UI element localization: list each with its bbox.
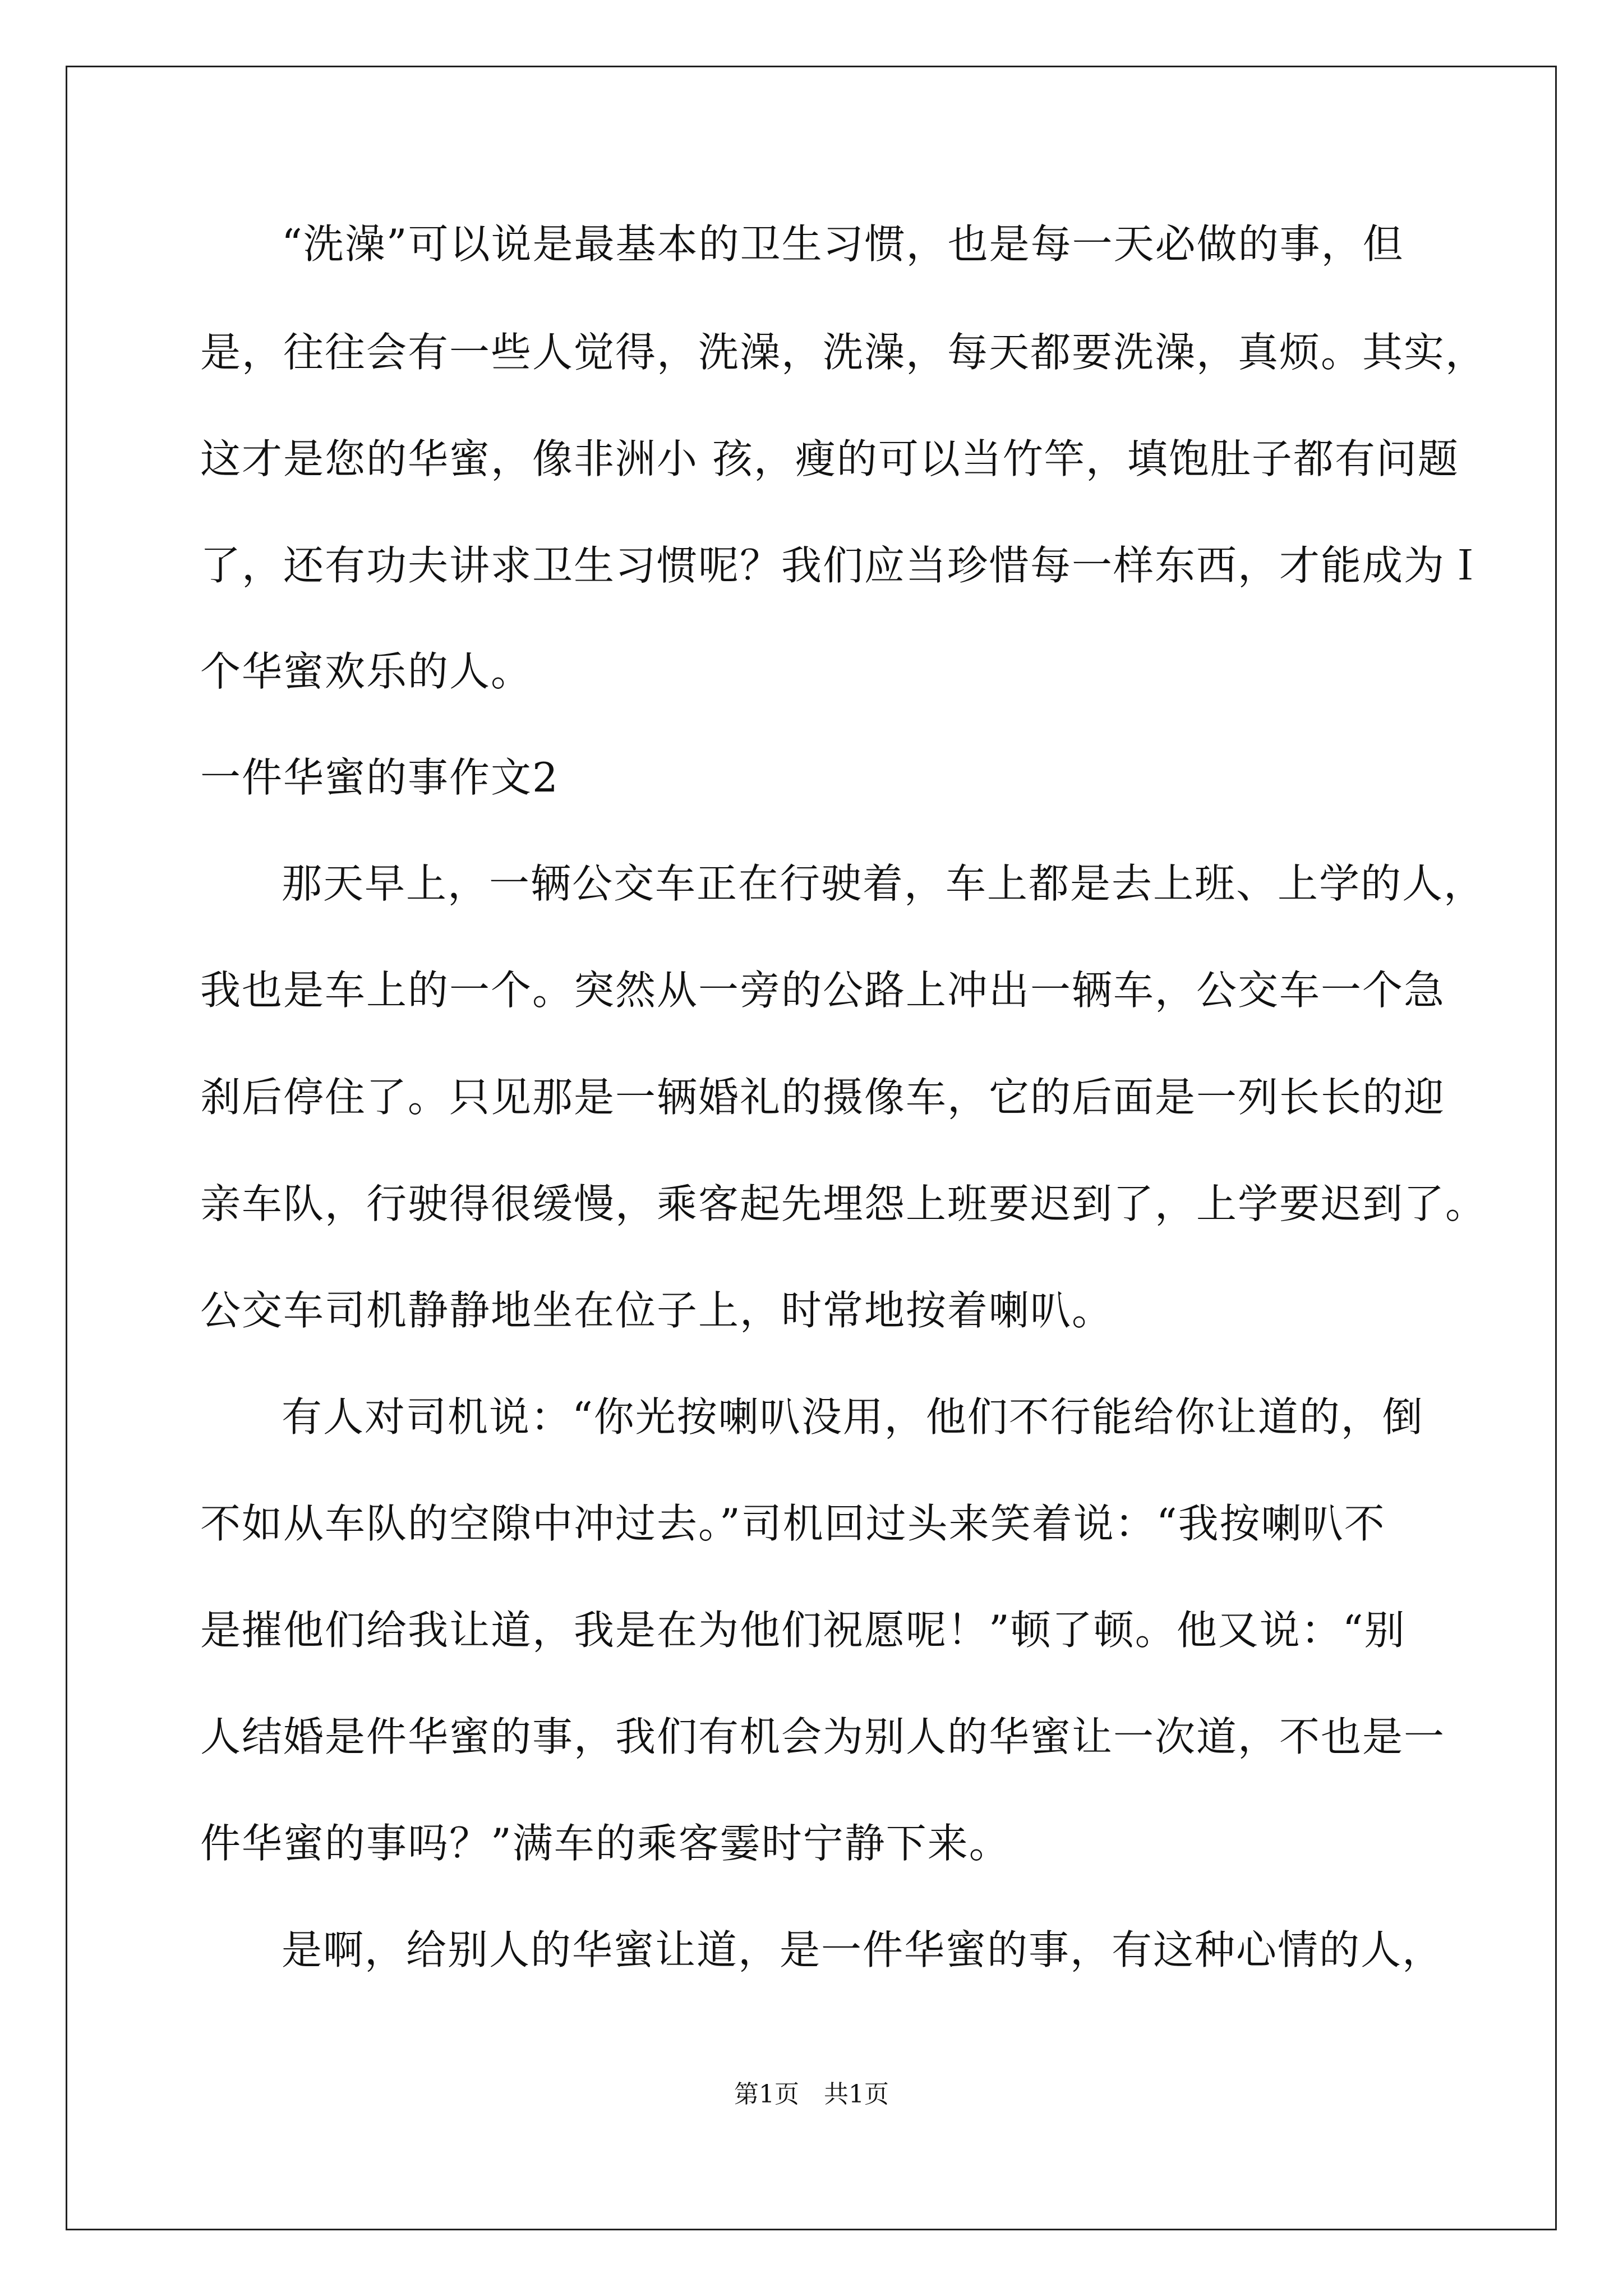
paragraph-line: 了，还有功夫讲求卫生习惯呢？我们应当珍惜每一样东西，才能成为Ｉ <box>200 542 1487 589</box>
paragraph-line: 有人对司机说：“你光按喇叭没用，他们不行能给你让道的，倒 <box>282 1393 1424 1441</box>
paragraph-line: 我也是车上的一个。突然从一旁的公路上冲出一辆车，公交车一个急 <box>200 967 1446 1014</box>
paragraph-line: 是摧他们给我让道，我是在为他们祝愿呢！”顿了顿。他又说：“别 <box>200 1607 1406 1654</box>
paragraph-line: 人结婚是件华蜜的事，我们有机会为别人的华蜜让一次道，不也是一 <box>200 1713 1446 1760</box>
paragraph-line: 不如从车队的空隙中冲过去。”司机回过头来笑着说：“我按喇叭不 <box>200 1500 1386 1547</box>
paragraph-line: 是，往往会有一些人觉得，洗澡，洗澡，每天都要洗澡，真烦。其实， <box>200 329 1487 376</box>
paragraph-line: “洗澡”可以说是最基本的卫生习惯，也是每一天必做的事，但 <box>282 220 1404 268</box>
section-heading: 一件华蜜的事作文2 <box>200 754 559 801</box>
paragraph-line: 是啊，给别人的华蜜让道，是一件华蜜的事，有这种心情的人， <box>282 1926 1444 1973</box>
paragraph-line: 个华蜜欢乐的人。 <box>200 648 533 695</box>
page-number: 第1页 共1页 <box>734 2080 889 2109</box>
paragraph-line: 刹后停住了。只见那是一辆婚礼的摄像车，它的后面是一列长长的迎 <box>200 1074 1446 1121</box>
paragraph-line: 件华蜜的事吗？”满车的乘客霎时宁静下来。 <box>200 1820 1011 1867</box>
paragraph-line: 公交车司机静静地坐在位子上，时常地按着喇叭。 <box>200 1287 1114 1334</box>
paragraph-line: 亲车队，行驶得很缓慢，乘客起先埋怨上班要迟到了，上学要迟到了。 <box>200 1180 1487 1227</box>
page-border <box>66 66 1557 2230</box>
paragraph-line: 那天早上，一辆公交车正在行驶着，车上都是去上班、上学的人， <box>282 860 1486 907</box>
paragraph-line: 这才是您的华蜜，像非洲小 孩，瘦的可以当竹竿，填饱肚子都有问题 <box>200 435 1459 482</box>
